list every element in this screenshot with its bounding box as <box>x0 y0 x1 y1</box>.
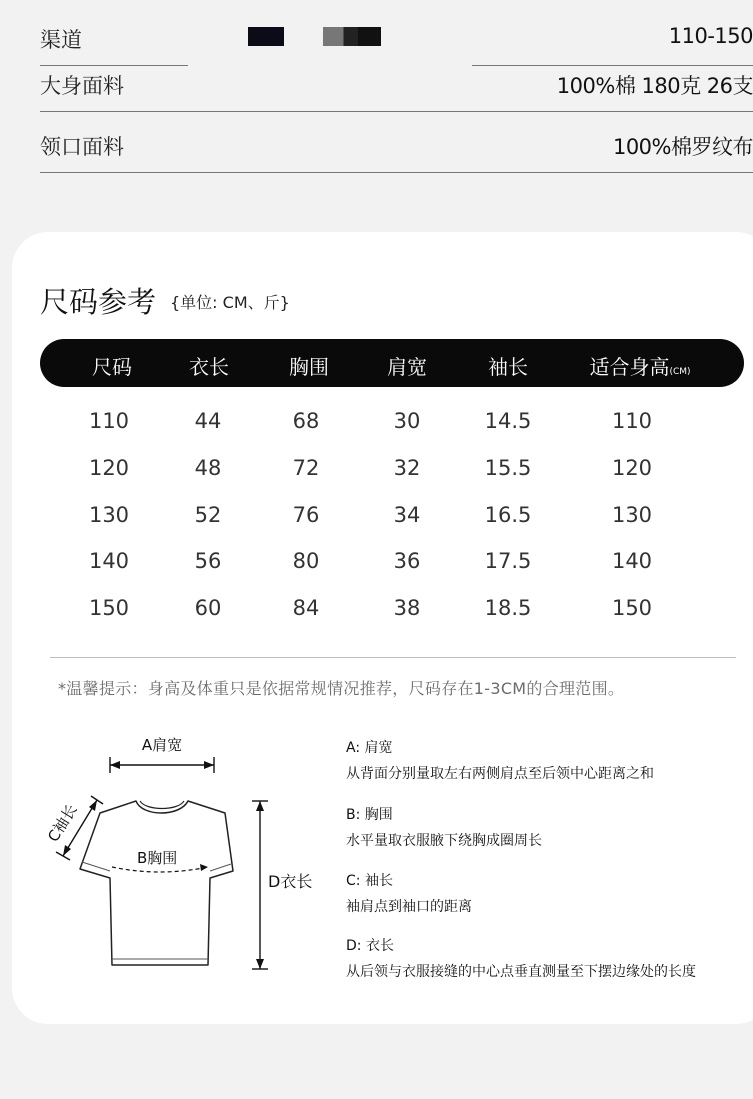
note-c <box>346 870 472 916</box>
tshirt-measurement-diagram <box>40 725 340 985</box>
spec-label: 大身面料 <box>40 74 124 98</box>
cell-chest: 80 <box>292 549 320 573</box>
cell-height: 150 <box>611 596 653 620</box>
spec-row-collar-fabric <box>40 117 753 173</box>
spec-label: 领口面料 <box>40 135 124 159</box>
tshirt-outline <box>80 801 233 965</box>
redaction-block <box>323 27 381 46</box>
header-height <box>589 351 690 380</box>
table-row <box>0 503 753 549</box>
header-size: 尺码 <box>92 355 132 379</box>
right-sleeve-hem <box>210 864 231 871</box>
cell-height: 120 <box>611 456 653 480</box>
table-divider <box>50 657 736 658</box>
body-length-arrow <box>252 801 268 969</box>
tshirt-collar <box>140 801 184 809</box>
cell-sleeve: 14.5 <box>484 409 532 433</box>
note-desc: 从后领与衣服接缝的中心点垂直测量至下摆边缘处的长度 <box>346 964 696 980</box>
cell-length: 60 <box>194 596 222 620</box>
spec-row-body-fabric <box>40 56 753 112</box>
spec-underline <box>40 172 753 173</box>
spec-value: 100%棉罗纹布 <box>612 135 753 159</box>
note-title: B: 胸围 <box>346 807 393 823</box>
table-row <box>0 456 753 502</box>
tshirt-diagram-svg <box>40 725 340 985</box>
size-chart-title: 尺码参考 <box>40 285 157 319</box>
cell-sleeve: 18.5 <box>484 596 532 620</box>
table-row <box>0 596 753 642</box>
size-tip: *温馨提示：身高及体重只是依据常规情况推荐，尺码存在1-3CM的合理范围。 <box>58 679 625 698</box>
shoulder-width-arrow <box>110 757 214 773</box>
cell-chest: 68 <box>292 409 320 433</box>
header-chest: 胸围 <box>289 355 329 379</box>
cell-length: 44 <box>194 409 222 433</box>
header-height-unit: (CM) <box>669 367 691 377</box>
header-sleeve: 袖长 <box>488 355 528 379</box>
label-chest: B胸围 <box>137 849 178 867</box>
left-sleeve-hem <box>82 862 110 871</box>
note-desc: 水平量取衣服腋下绕胸成圈周长 <box>346 833 542 849</box>
cell-chest: 72 <box>292 456 320 480</box>
spec-label: 渠道 <box>40 28 82 52</box>
table-row <box>0 409 753 455</box>
header-height-label: 适合身高 <box>589 355 670 379</box>
cell-height: 110 <box>611 409 653 433</box>
spec-value: 100%棉 180克 26支 <box>556 74 753 98</box>
spec-underline <box>40 111 753 112</box>
size-table-header <box>40 339 744 387</box>
cell-size: 140 <box>88 549 130 573</box>
cell-chest: 76 <box>292 503 320 527</box>
header-shoulder: 肩宽 <box>387 355 427 379</box>
cell-size: 110 <box>88 409 130 433</box>
note-title: D: 衣长 <box>346 938 394 954</box>
cell-shoulder: 32 <box>393 456 421 480</box>
chest-arrow-head <box>200 864 208 871</box>
cell-sleeve: 15.5 <box>484 456 532 480</box>
label-shoulder-width: A肩宽 <box>141 736 183 754</box>
cell-length: 48 <box>194 456 222 480</box>
cell-shoulder: 38 <box>393 596 421 620</box>
note-title: A: 肩宽 <box>346 740 393 756</box>
note-d <box>346 935 696 981</box>
note-title: C: 袖长 <box>346 873 393 889</box>
size-chart-unit: {单位: CM、斤} <box>170 293 290 312</box>
cell-length: 52 <box>194 503 222 527</box>
cell-height: 130 <box>611 503 653 527</box>
cell-shoulder: 30 <box>393 409 421 433</box>
cell-shoulder: 36 <box>393 549 421 573</box>
label-body-length: D衣长 <box>268 872 313 891</box>
cell-sleeve: 17.5 <box>484 549 532 573</box>
cell-shoulder: 34 <box>393 503 421 527</box>
cell-size: 120 <box>88 456 130 480</box>
cell-length: 56 <box>194 549 222 573</box>
spec-value: 110-150 <box>668 24 753 48</box>
note-a <box>346 737 654 783</box>
header-length: 衣长 <box>189 355 229 379</box>
cell-sleeve: 16.5 <box>484 503 532 527</box>
cell-height: 140 <box>611 549 653 573</box>
cell-size: 150 <box>88 596 130 620</box>
chest-dashed-line <box>112 867 208 872</box>
note-desc: 袖肩点到袖口的距离 <box>346 899 472 915</box>
label-sleeve-length: C袖长 <box>44 801 81 846</box>
cell-chest: 84 <box>292 596 320 620</box>
redaction-block <box>248 27 284 46</box>
cell-size: 130 <box>88 503 130 527</box>
table-row <box>0 549 753 595</box>
note-b <box>346 804 542 850</box>
note-desc: 从背面分别量取左右两侧肩点至后领中心距离之和 <box>346 766 654 782</box>
